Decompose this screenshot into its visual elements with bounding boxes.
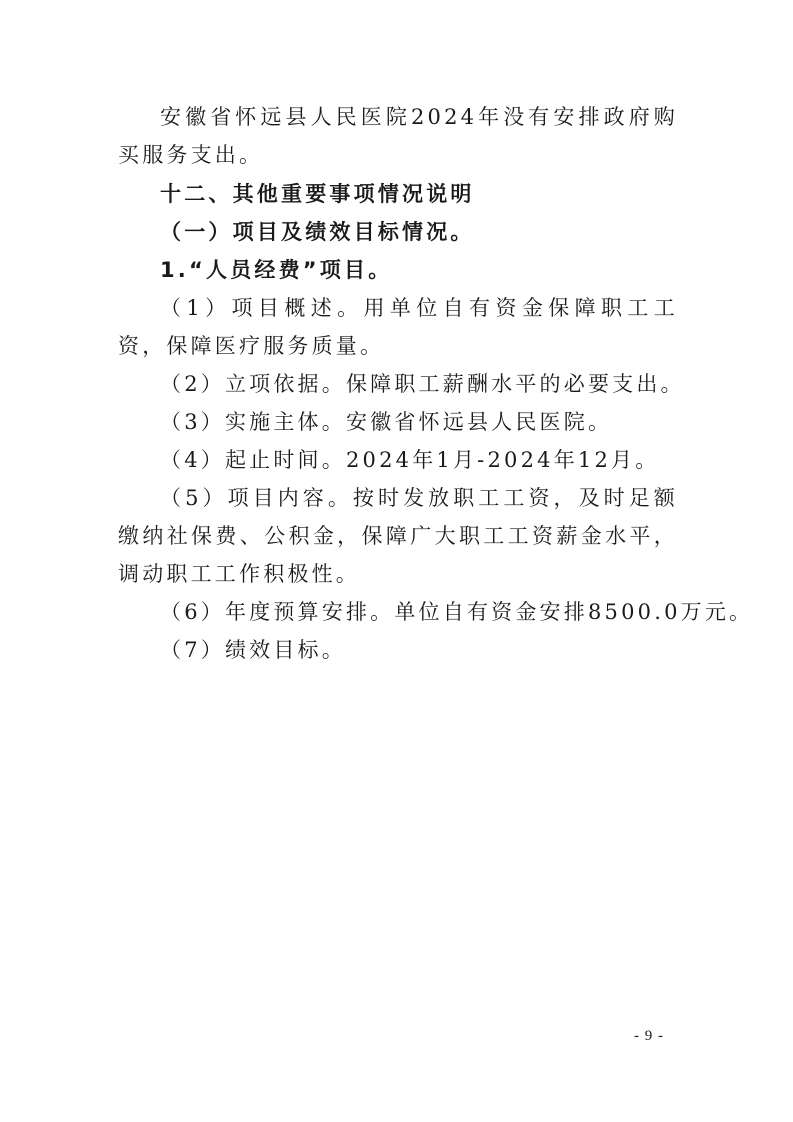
section-heading-other-matters: 十二、其他重要事项情况说明 bbox=[160, 182, 475, 206]
paragraph-time-period: （4）起止时间。2024年1月-2024年12月。 bbox=[160, 448, 660, 472]
page-number: - 9 - bbox=[634, 1028, 664, 1044]
paragraph-project-basis: （2）立项依据。保障职工薪酬水平的必要支出。 bbox=[160, 372, 685, 396]
paragraph-implementing-entity: （3）实施主体。安徽省怀远县人民医院。 bbox=[160, 410, 613, 434]
paragraph-project-overview: （1）项目概述。用单位自有资金保障职工工资，保障医疗服务质量。 bbox=[118, 296, 678, 358]
subsection-heading-project-goals: （一）项目及绩效目标情况。 bbox=[160, 220, 475, 244]
item-heading-personnel-expenses: 1.“人员经费”项目。 bbox=[160, 258, 393, 282]
paragraph-project-content: （5）项目内容。按时发放职工工资，及时足额缴纳社保费、公积金，保障广大职工工资薪金水平，调动职工工作积极性。 bbox=[118, 486, 678, 586]
paragraph-performance-goals: （7）绩效目标。 bbox=[160, 638, 346, 662]
paragraph-annual-budget: （6）年度预算安排。单位自有资金安排8500.0万元。 bbox=[160, 600, 754, 624]
paragraph-procurement-statement: 安徽省怀远县人民医院2024年没有安排政府购买服务支出。 bbox=[118, 105, 678, 167]
